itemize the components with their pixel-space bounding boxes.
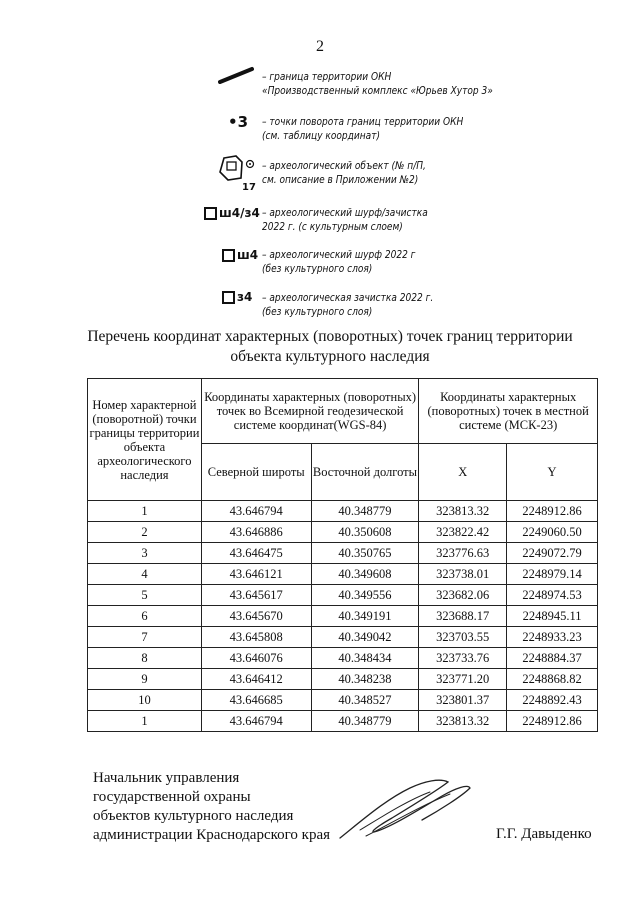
header-msk23: Координаты характерных (поворотных) точек в местной системе (МСК-23) [419,379,598,444]
legend-item-points: – точки поворота границ территории ОКН (см. таблицу координат) [262,116,464,142]
legend-item-boundary: – граница территории ОКН «Производственный комплекс «Юрьев Хутор 3» [262,71,493,97]
table-row: 8 43.646076 40.348434 323733.76 2248884.37 [88,648,598,669]
pit-with-layer-label: ш4/з4 [219,206,260,220]
table-row: 5 43.645617 40.349556 323682.06 2248974.53 [88,585,598,606]
header-east-longitude: Восточной долготы [311,444,419,501]
table-row: 7 43.645808 40.349042 323703.55 2248933.23 [88,627,598,648]
table-row: 1 43.646794 40.348779 323813.32 2248912.86 [88,711,598,732]
legend-item-pit: – археологический шурф 2022 г (без культурного слоя) [262,249,416,275]
header-north-latitude: Северной широты [201,444,311,501]
table-row: 6 43.645670 40.349191 323688.17 2248945.11 [88,606,598,627]
pit-icon [222,248,258,262]
boundary-line-icon [218,66,254,84]
header-x: X [419,444,507,501]
table-row: 2 43.646886 40.350608 323822.42 2249060.50 [88,522,598,543]
table-row: 3 43.646475 40.350765 323776.63 2249072.79 [88,543,598,564]
archaeological-object-icon [214,150,260,186]
signatory-title: Начальник управления государственной охраны объектов культурного наследия администрации Краснодарского края [93,770,331,843]
pit-label: ш4 [237,248,259,262]
header-wgs84: Координаты характерных (поворотных) точек во Всемирной геодезической системе координат(WGS-84) [201,379,418,444]
handwritten-signature [330,770,480,850]
table-row: 4 43.646121 40.349608 323738.01 2248979.14 [88,564,598,585]
square-icon [222,291,235,304]
table-row: 1 43.646794 40.348779 323813.32 2248912.86 [88,501,598,522]
clearing-icon [222,290,252,304]
signatory-name: Г.Г. Давыденко [496,826,592,842]
coordinates-table [87,378,598,732]
header-y: Y [507,444,598,501]
square-icon [222,249,235,262]
legend-item-pit-with-layer: – археологический шурф/зачистка 2022 г. (с культурным слоем) [262,207,428,233]
clearing-label: з4 [237,290,253,304]
header-point-number: Номер характерной (поворотной) точки границы территории объекта археологического наследия [88,379,202,501]
pit-with-layer-icon [204,206,260,220]
table-row: 10 43.646685 40.348527 323801.37 2248892.43 [88,690,598,711]
map-legend [0,0,640,320]
table-row: 9 43.646412 40.348238 323771.20 2248868.82 [88,669,598,690]
page-number: 2 [316,38,324,55]
object-number-label: 17 [242,182,256,193]
legend-item-object: – археологический объект (№ п/П, см. описание в Приложении №2) [262,160,426,186]
table-heading: Перечень координат характерных (поворотных) точек границ территории объекта культурного наследия [87,328,573,365]
legend-item-clearing: – археологическая зачистка 2022 г. (без культурного слоя) [262,292,434,318]
square-icon [204,207,217,220]
turning-point-icon: •3 [228,113,249,131]
